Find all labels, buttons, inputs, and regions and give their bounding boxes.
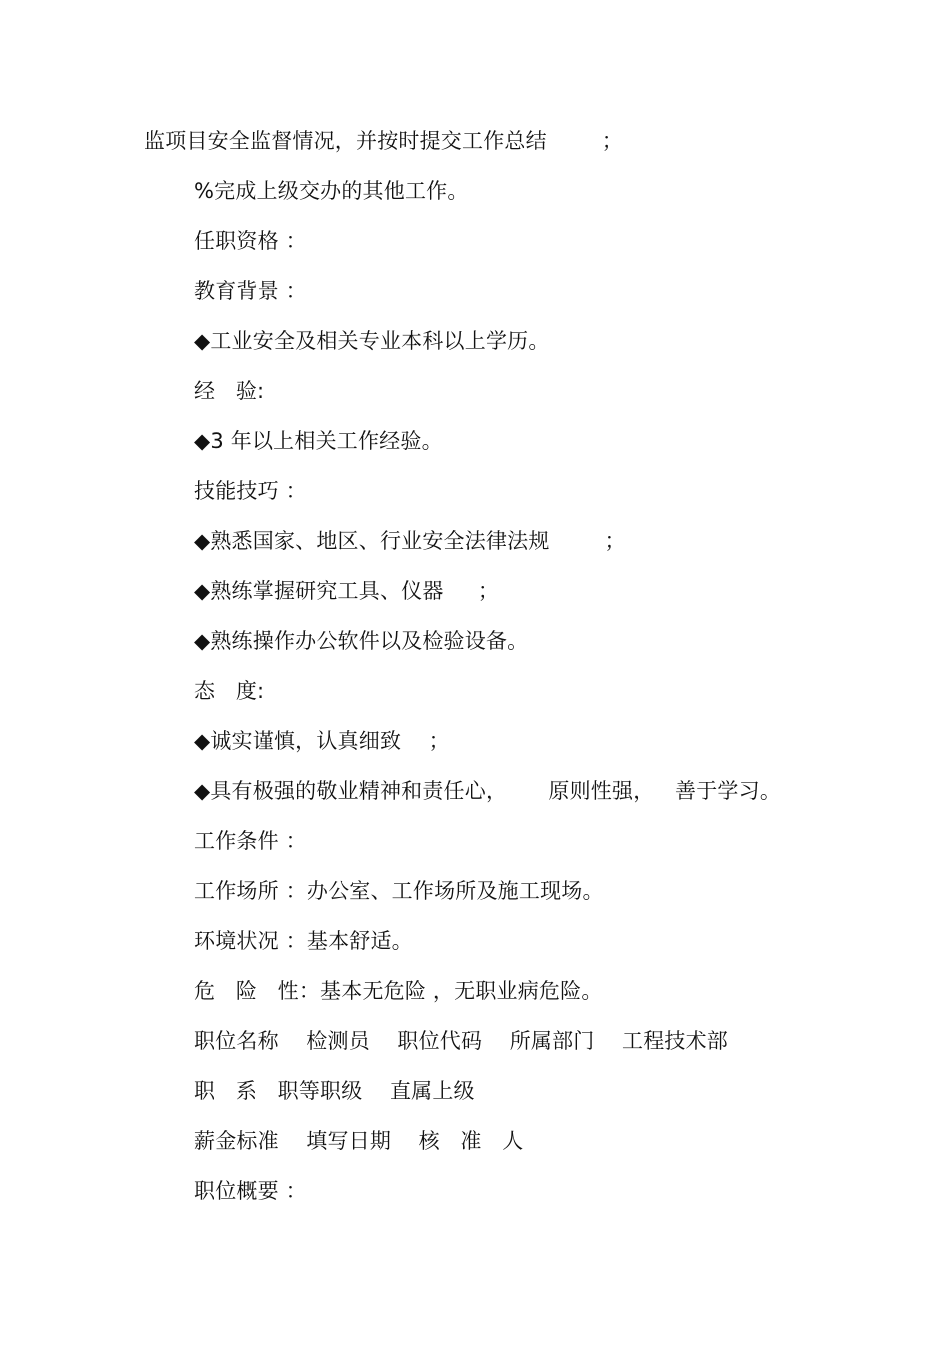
work-location: 工作场所 ：办公室、工作场所及施工现场。 <box>194 879 604 903</box>
text-line-2: %完成上级交办的其他工作。 <box>194 179 469 203</box>
bullet-education: ◆工业安全及相关专业本科以上学历。 <box>194 329 550 353</box>
bullet-attitude-1: ◆诚实谨慎，认真细致 ； <box>194 729 450 753</box>
text-line-1: 监项目安全监督情况，并按时提交工作总结 ； <box>144 129 624 153</box>
bullet-skill-1: ◆熟悉国家、地区、行业安全法律法规 ； <box>194 529 626 553</box>
subheading-attitude: 态 度: <box>194 679 265 703</box>
subheading-education: 教育背景 ： <box>194 279 307 303</box>
bullet-skill-2: ◆熟练掌握研究工具、仪器 ； <box>194 579 500 603</box>
position-name-row: 职位名称 检测员 职位代码 所属部门 工程技术部 <box>194 1029 729 1053</box>
position-summary-heading: 职位概要 ： <box>194 1179 307 1203</box>
bullet-attitude-2: ◆具有极强的敬业精神和责任心， 原则性强， 善于学习。 <box>194 779 782 803</box>
subheading-skills: 技能技巧 ： <box>194 479 307 503</box>
subheading-experience: 经 验: <box>194 379 265 403</box>
position-grade-row: 职 系 职等职级 直属上级 <box>194 1079 475 1103</box>
bullet-skill-3: ◆熟练操作办公软件以及检验设备。 <box>194 629 529 653</box>
hazard-level: 危 险 性：基本无危险 ，无职业病危险。 <box>194 979 603 1003</box>
section-heading-qualifications: 任职资格 ： <box>194 229 307 253</box>
section-heading-work-conditions: 工作条件 ： <box>194 829 307 853</box>
environment-status: 环境状况 ：基本舒适。 <box>194 929 413 953</box>
salary-date-row: 薪金标准 填写日期 核 准 人 <box>194 1129 524 1153</box>
bullet-experience: ◆3 年以上相关工作经验。 <box>194 429 443 453</box>
